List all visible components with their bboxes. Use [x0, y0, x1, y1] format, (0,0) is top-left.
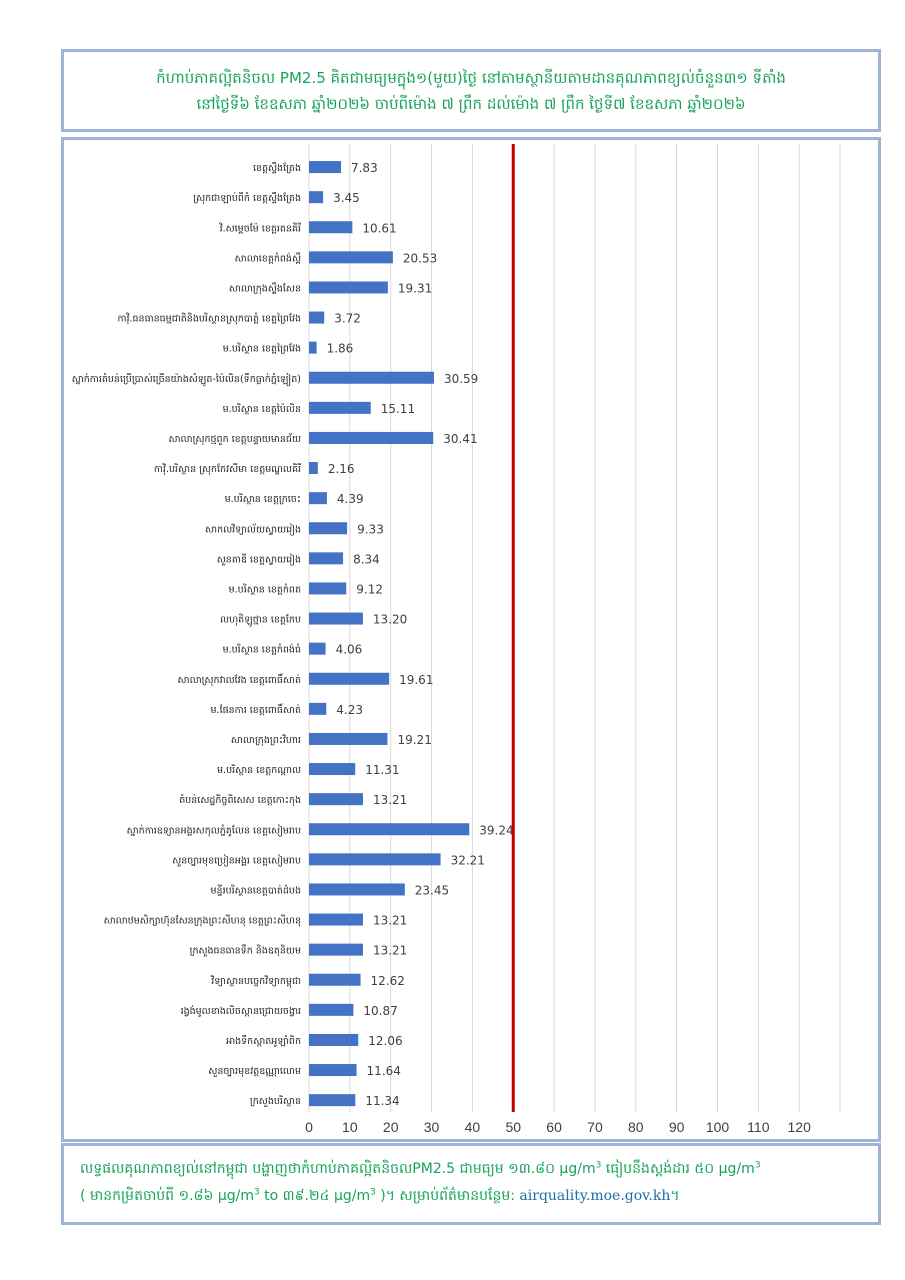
- bar: [309, 251, 393, 263]
- category-label: សាលាខេត្តកំពង់ស្ពឺ: [234, 253, 301, 265]
- category-label: មន្ទីរបរិស្ថានខេត្តបាត់ដំបង: [210, 885, 301, 897]
- data-label: 2.16: [327, 462, 355, 477]
- category-label: ម.ផែនការ ខេត្តពោធិ៍សាត់: [210, 704, 301, 716]
- data-label: 3.72: [334, 311, 361, 326]
- category-label: សួនតាឌី ខេត្តស្វាយរៀង: [216, 554, 301, 566]
- data-label: 4.39: [336, 492, 364, 507]
- data-label: 12.06: [368, 1033, 403, 1048]
- data-label: 8.34: [353, 552, 380, 567]
- data-label: 9.33: [357, 522, 384, 537]
- bar: [309, 944, 363, 956]
- data-label: 3.45: [333, 191, 360, 206]
- x-tick-label: 90: [668, 1119, 685, 1135]
- bar: [309, 853, 441, 865]
- x-tick-label: 20: [382, 1119, 399, 1135]
- bar: [309, 1064, 357, 1076]
- category-label: កាវ៉ិ.បរិស្ថាន ស្រុកកែវសីមា ខេត្តមណ្ឌលគិរី: [153, 464, 301, 476]
- data-label: 11.31: [365, 763, 400, 778]
- category-label: ស្រុកជាឡាប់ពីកំ ខេត្តស្ទឹងត្រែង: [193, 193, 301, 205]
- bar: [309, 161, 341, 173]
- x-tick-label: 100: [705, 1119, 730, 1135]
- bar: [309, 552, 343, 564]
- category-label: វិ.សម្ដេចម៉ែ ខេត្តរតនគិរី: [219, 223, 301, 235]
- bar: [309, 281, 388, 293]
- category-label: ម.បរិស្ថាន ខេត្តក្រចេះ: [224, 494, 301, 506]
- bar: [309, 522, 347, 534]
- data-label: 19.31: [397, 281, 433, 296]
- chart-title-line-1: កំហាប់ភាគល្អិតនិចល PM2.5 គិតជាមធ្យមក្នុង១(មួយ)ថ្ងៃ នៅតាមស្ថានីយតាមដានគុណភាពខ្យល់ចំនួន៣១ ទីតាំង: [156, 68, 786, 87]
- footer-line-1: លទ្ធផលគុណភាពខ្យល់នៅកម្ពុជា បង្ហាញថាកំហាប់ភាគល្អិតនិចលPM2.5 ជាមធ្យម ១៣.៨០ $\mu g/m^3$ ធៀបនឹងស្តង់ដារ ៥០ $\mu g/m^3$: [80, 1160, 761, 1177]
- data-label: 11.64: [366, 1064, 401, 1079]
- data-label: 11.34: [365, 1094, 400, 1109]
- bar: [309, 974, 361, 986]
- data-label: 20.53: [402, 251, 438, 266]
- bar: [309, 763, 355, 775]
- category-label: តំបន់សេដ្ឋកិច្ចពិសេស ខេត្តកោះកុង: [179, 795, 301, 807]
- data-label: 4.06: [335, 642, 363, 657]
- bar: [309, 914, 363, 926]
- category-label: សួនច្បារមុខប្រៀនអង្គរ ខេត្តសៀមរាប: [172, 855, 301, 867]
- bar-chart: [64, 140, 878, 1139]
- data-label: 15.11: [380, 401, 416, 416]
- category-label: ស្នាក់ការតំបន់ប្រើប្រាស់ច្រើនយ៉ាងសំឡូត-ប៉ៃលិន(ទឹកធ្លាក់ភ្នំឡៀត): [71, 373, 301, 385]
- bar: [309, 312, 324, 324]
- x-tick-label: 0: [305, 1119, 313, 1135]
- bar: [309, 432, 433, 444]
- x-tick-label: 80: [628, 1119, 644, 1135]
- data-label: 19.21: [397, 732, 432, 747]
- bar: [309, 402, 371, 414]
- chart-title-line-2: នៅថ្ងៃទី៦ ខែឧសភា ឆ្នាំ២០២៦ ចាប់ពីម៉ោង ៧ ព្រឹក ដល់ម៉ោង ៧ ព្រឹក ថ្ងៃទី៧ ខែឧសភា ឆ្នាំ២០២៦: [196, 94, 746, 113]
- data-label: 4.23: [336, 702, 363, 717]
- bar: [309, 582, 346, 594]
- website-link[interactable]: airquality.moe.gov.kh: [519, 1188, 671, 1204]
- data-label: 12.62: [370, 973, 405, 988]
- data-label: 13.21: [372, 913, 408, 928]
- chart-title-box: [61, 49, 881, 132]
- data-label: 13.21: [372, 943, 408, 958]
- category-label: សាលាក្រុងព្រះវិហារ: [230, 734, 301, 746]
- category-label: ស្នាក់ការឧទ្យានអង្គរសកុលភ្នំគូលែន ខេត្តសៀមរាប: [126, 825, 301, 837]
- data-label: 19.61: [399, 672, 434, 687]
- category-label: កាវ៉ិ.ធនធានធម្មជាតិនិងបរិស្ថានស្រុកបាត្ដំ ខេត្តព្រៃវែង: [117, 313, 301, 325]
- category-label: សាលាស្រុកថ្មពួក ខេត្តបន្ទាយមានជ័យ: [168, 433, 301, 445]
- data-label: 9.12: [356, 582, 383, 597]
- data-label: 10.61: [362, 221, 397, 236]
- data-label: 30.41: [443, 431, 478, 446]
- bar: [309, 823, 469, 835]
- category-label: សាលាឋមសិក្សាហ៊ុនសែនក្រុងព្រះសីហនុ ខេត្តព្រះសីហនុ: [103, 915, 301, 927]
- bar: [309, 1094, 355, 1106]
- bar: [309, 1034, 358, 1046]
- category-label: សាលាស្រុកវាលវែង ខេត្តពោធិ៍សាត់: [177, 674, 301, 686]
- bar: [309, 1004, 353, 1016]
- category-label: វិទ្យាស្ថានបច្ចេកវិទ្យាកម្ពុជា: [211, 975, 301, 987]
- data-label: 32.21: [450, 853, 485, 868]
- bar: [309, 643, 326, 655]
- x-tick-label: 70: [587, 1119, 603, 1135]
- data-label: 13.20: [372, 612, 408, 627]
- data-label: 23.45: [414, 883, 450, 898]
- bar: [309, 191, 323, 203]
- x-tick-label: 40: [464, 1119, 481, 1135]
- bar: [309, 372, 434, 384]
- bar: [309, 492, 327, 504]
- category-label: សួនច្បារមុខវត្តឧណ្ណាលោម: [208, 1066, 301, 1078]
- category-label: សាលាក្រុងស្ទឹងសែន: [228, 283, 301, 295]
- data-label: 7.83: [350, 161, 378, 176]
- data-label: 1.86: [326, 341, 354, 356]
- bar: [309, 613, 363, 625]
- data-label: 39.24: [479, 823, 514, 838]
- data-label: 30.59: [443, 371, 479, 386]
- category-label: ម.បរិស្ថាន ខេត្តកំពត: [228, 584, 301, 596]
- bar: [309, 221, 352, 233]
- category-label: ខេត្តស្ទឹងត្រែង: [252, 163, 301, 175]
- x-tick-label: 120: [787, 1119, 811, 1135]
- bar: [309, 703, 326, 715]
- category-label: រង្វង់មូលខាងលិចស្ពានជ្រោយចង្វារ: [180, 1005, 301, 1017]
- category-label: ក្រសួងបរិស្ថាន: [249, 1096, 301, 1108]
- x-tick-label: 50: [505, 1119, 522, 1135]
- bar: [309, 733, 387, 745]
- category-label: លហុតិឡូថ្មាន ខេត្តកែប: [220, 614, 301, 626]
- x-tick-label: 10: [342, 1119, 358, 1135]
- x-tick-label: 30: [423, 1119, 440, 1135]
- footer-note: [61, 1143, 881, 1225]
- chart-area: [61, 137, 881, 1142]
- data-label: 10.87: [363, 1003, 398, 1018]
- category-label: សាកលវិទ្យាល័យស្វាយរៀង: [205, 524, 301, 536]
- bar: [309, 342, 317, 354]
- bar: [309, 462, 318, 474]
- data-label: 13.21: [372, 793, 408, 808]
- category-label: ក្រសួងធនធានទឹក និងឧតុនិយម: [189, 945, 301, 957]
- footer-line-2: ( មានកម្រិតចាប់ពី ១.៨៦ $\mu g/m^3$ to ៣៩.២៤ $\mu g/m^3$ )។ សម្រាប់ព័ត៌មានបន្ថែម: airquality.moe.gov.kh។: [80, 1187, 680, 1204]
- bar: [309, 883, 405, 895]
- category-label: ម.បរិស្ថាន ខេត្តកណ្ដាល: [217, 765, 301, 777]
- x-tick-label: 60: [546, 1119, 562, 1135]
- bar: [309, 673, 389, 685]
- category-label: ម.បរិស្ថាន ខេត្តកំពង់ធំ: [222, 644, 301, 656]
- x-tick-label: 110: [747, 1119, 770, 1135]
- category-label: ម.បរិស្ថាន ខេត្តប៉ៃលិន: [222, 403, 301, 415]
- bar: [309, 793, 363, 805]
- category-label: អាងទឹកស្ពាតអូឡាំពិក: [226, 1035, 301, 1047]
- category-label: ម.បរិស្ថាន ខេត្តព្រៃវែង: [222, 343, 301, 355]
